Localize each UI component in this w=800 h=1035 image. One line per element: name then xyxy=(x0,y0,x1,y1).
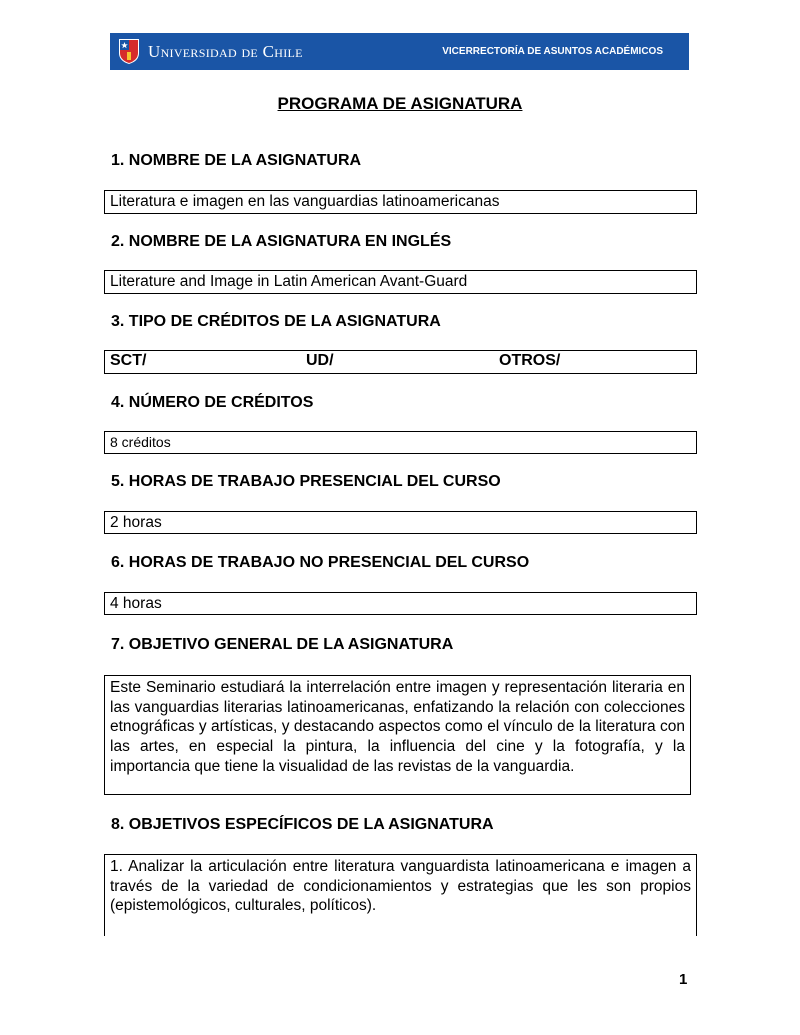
course-name-english-field: Literature and Image in Latin American Avant-Guard xyxy=(104,270,697,294)
general-objective-text: Este Seminario estudiará la interrelación entre imagen y representación literaria en las vanguardias literarias latinoamericanas, enfatizando la relación con colecciones etnográficas y artísticas, y destacando aspectos como el vínculo de la literatura con las artes, en especial la pintura, la influencia del cine y la fotografía, y la importancia que tiene la visualidad de las revistas de la vanguardia. xyxy=(104,675,691,795)
non-presencial-hours-field: 4 horas xyxy=(104,592,697,615)
section-6-heading: 6. HORAS DE TRABAJO NO PRESENCIAL DEL CURSO xyxy=(111,554,530,571)
header-banner xyxy=(110,33,689,70)
specific-objectives-text: 1. Analizar la articulación entre literatura vanguardista latinoamericana e imagen a través de la variedad de condicionamientos y estrategias que les son propios (epistemológicos, culturales, políticos). xyxy=(104,854,697,936)
credit-number-field: 8 créditos xyxy=(104,431,697,454)
document-title: PROGRAMA DE ASIGNATURA xyxy=(277,94,523,113)
section-4-heading: 4. NÚMERO DE CRÉDITOS xyxy=(111,394,314,411)
office-name: VICERRECTORÍA DE ASUNTOS ACADÉMICOS xyxy=(442,46,663,57)
section-2-heading: 2. NOMBRE DE LA ASIGNATURA EN INGLÉS xyxy=(111,233,452,250)
section-7-heading: 7. OBJETIVO GENERAL DE LA ASIGNATURA xyxy=(111,636,454,653)
page-number: 1 xyxy=(679,971,688,988)
university-name: Universidad de Chile xyxy=(148,42,303,61)
university-crest-icon xyxy=(118,38,140,65)
section-3-heading: 3. TIPO DE CRÉDITOS DE LA ASIGNATURA xyxy=(111,313,441,330)
course-name-field: Literatura e imagen en las vanguardias latinoamericanas xyxy=(104,190,697,214)
section-1-heading: 1. NOMBRE DE LA ASIGNATURA xyxy=(111,152,362,169)
credit-type-field xyxy=(104,350,697,374)
credit-type-otros: OTROS/ xyxy=(499,352,561,369)
credit-type-ud: UD/ xyxy=(306,352,334,369)
credit-type-sct: SCT/ xyxy=(110,352,147,369)
section-8-heading: 8. OBJETIVOS ESPECÍFICOS DE LA ASIGNATURA xyxy=(111,816,494,833)
presencial-hours-field: 2 horas xyxy=(104,511,697,534)
section-5-heading: 5. HORAS DE TRABAJO PRESENCIAL DEL CURSO xyxy=(111,473,501,490)
